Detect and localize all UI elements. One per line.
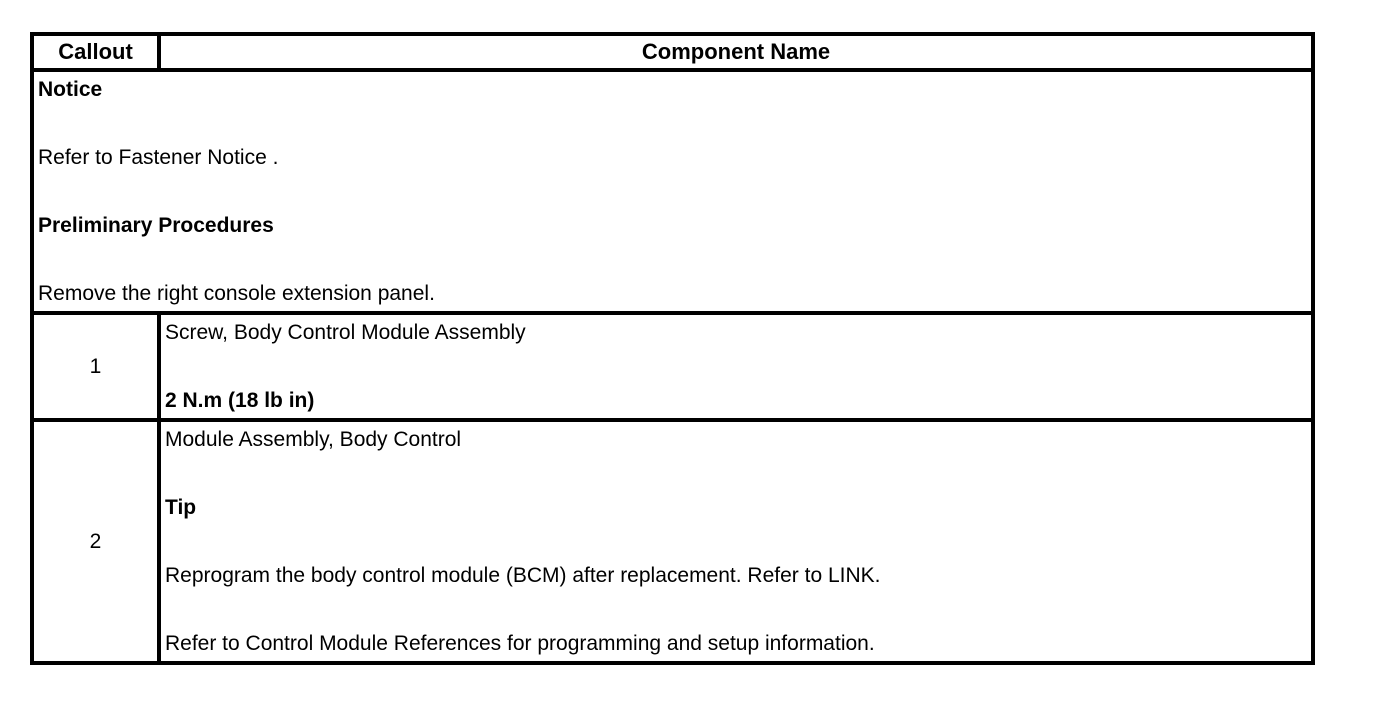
- table-row: [32, 420, 1313, 663]
- fastener-notice-reference: Refer to Fastener Notice .: [38, 146, 279, 169]
- preliminary-procedure-step: Remove the right console extension panel.: [38, 282, 435, 305]
- tip-references-text: Refer to Control Module References for programming and setup information.: [165, 632, 875, 655]
- component-table: [30, 32, 1315, 665]
- notice-cell: [32, 70, 1313, 313]
- table-header-row: [32, 34, 1313, 70]
- component-cell-1: [159, 313, 1313, 420]
- component-name-text: Module Assembly, Body Control: [165, 428, 462, 451]
- notice-row: [32, 70, 1313, 313]
- callout-number-1: 1: [32, 313, 159, 420]
- component-name-text: Screw, Body Control Module Assembly: [165, 321, 526, 344]
- tip-reprogram-text: Reprogram the body control module (BCM) after replacement. Refer to LINK.: [165, 564, 881, 587]
- callout-column-header: Callout: [32, 34, 159, 70]
- callout-number-2: 2: [32, 420, 159, 663]
- tip-heading: Tip: [165, 496, 197, 519]
- notice-heading: Notice: [38, 78, 103, 101]
- component-name-column-header: Component Name: [159, 34, 1313, 70]
- table-row: [32, 313, 1313, 420]
- component-cell-2: [159, 420, 1313, 663]
- torque-spec-text: 2 N.m (18 lb in): [165, 389, 315, 412]
- preliminary-procedures-heading: Preliminary Procedures: [38, 214, 274, 237]
